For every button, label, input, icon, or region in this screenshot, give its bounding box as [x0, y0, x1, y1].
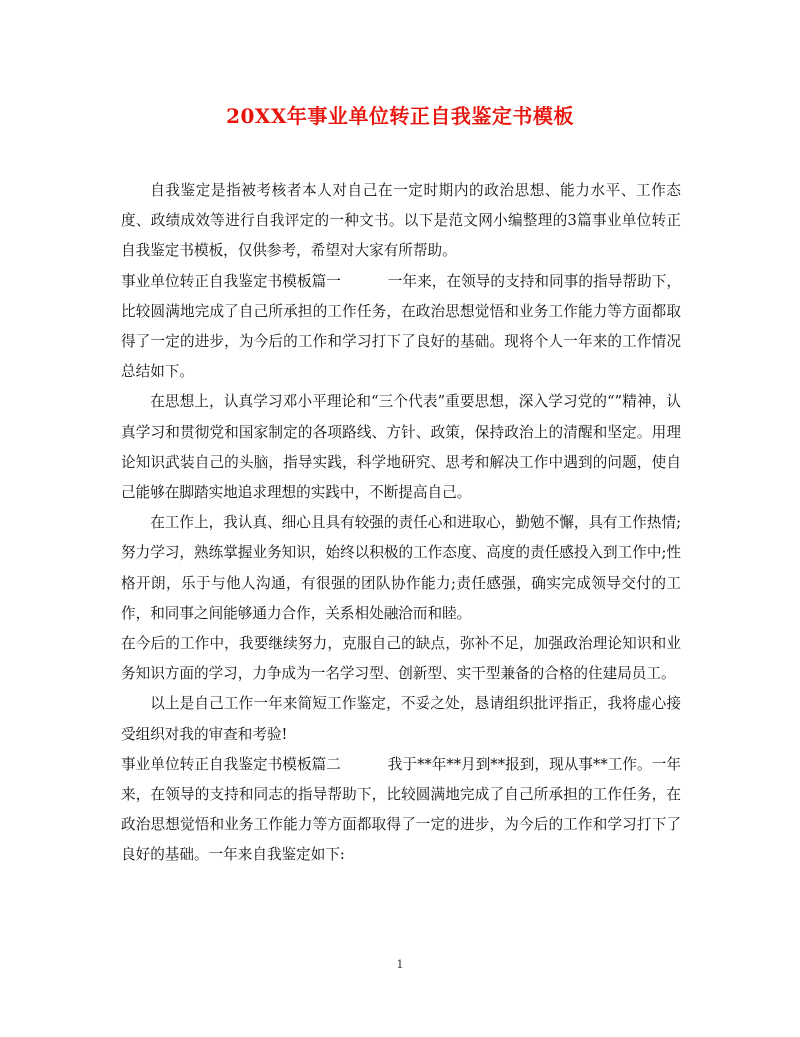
page-number: 1	[396, 958, 404, 971]
section-one-body: 一年来，在领导的支持和同事的指导帮助下，比较圆满地完成了自己所承担的工作任务，在政治思想觉悟和业务工作能力等方面都取得了一定的进步，为今后的工作和学习打下了良好的基础。现将个人一年来的工作情况总结如下。	[121, 272, 681, 381]
thought-paragraph: 在思想上，认真学习邓小平理论和“三个代表”重要思想，深入学习党的“”精神，认真学习和贯彻党和国家制定的各项路线、方针、政策，保持政治上的清醒和坚定。用理论知识武装自己的头脑，指导实践，科学地研究、思考和解决工作中遇到的问题，使自己能够在脚踏实地追求理想的实践中，不断提高自己。	[121, 393, 681, 502]
section-one-heading: 事业单位转正自我鉴定书模板篇一	[121, 272, 341, 290]
closing-paragraph: 以上是自己工作一年来简短工作鉴定，不妥之处，恳请组织批评指正，我将虚心接受组织对我的审查和考验!	[121, 695, 681, 743]
future-paragraph: 在今后的工作中，我要继续努力，克服自己的缺点，弥补不足，加强政治理论知识和业务知识方面的学习，力争成为一名学习型、创新型、实干型兼备的合格的住建局员工。	[121, 635, 681, 683]
document-body	[121, 176, 681, 871]
section-one-paragraph	[121, 267, 681, 388]
work-paragraph: 在工作上，我认真、细心且具有较强的责任心和进取心，勤勉不懈，具有工作热情;努力学习，熟练掌握业务知识，始终以积极的工作态度、高度的责任感投入到工作中;性格开朗，乐于与他人沟通，有很强的团队协作能力;责任感强，确实完成领导交付的工作，和同事之间能够通力合作，关系相处融洽而和睦。	[121, 514, 681, 622]
intro-paragraph: 自我鉴定是指被考核者本人对自己在一定时期内的政治思想、能力水平、工作态度、政绩成效等进行自我评定的一种文书。以下是范文网小编整理的3篇事业单位转正自我鉴定书模板，仅供参考，希望对大家有所帮助。	[121, 182, 681, 260]
section-two-body: 我于**年**月到**报到，现从事**工作。一年来，在领导的支持和同志的指导帮助下，比较圆满地完成了自己所承担的工作任务，在政治思想觉悟和业务工作能力等方面都取得了一定的进步，为今后的工作和学习打下了良好的基础。一年来自我鉴定如下:	[121, 755, 681, 864]
section-two-paragraph	[121, 750, 681, 871]
section-two-heading: 事业单位转正自我鉴定书模板篇二	[121, 755, 341, 773]
document-title: 20XX年事业单位转正自我鉴定书模板	[226, 104, 574, 128]
